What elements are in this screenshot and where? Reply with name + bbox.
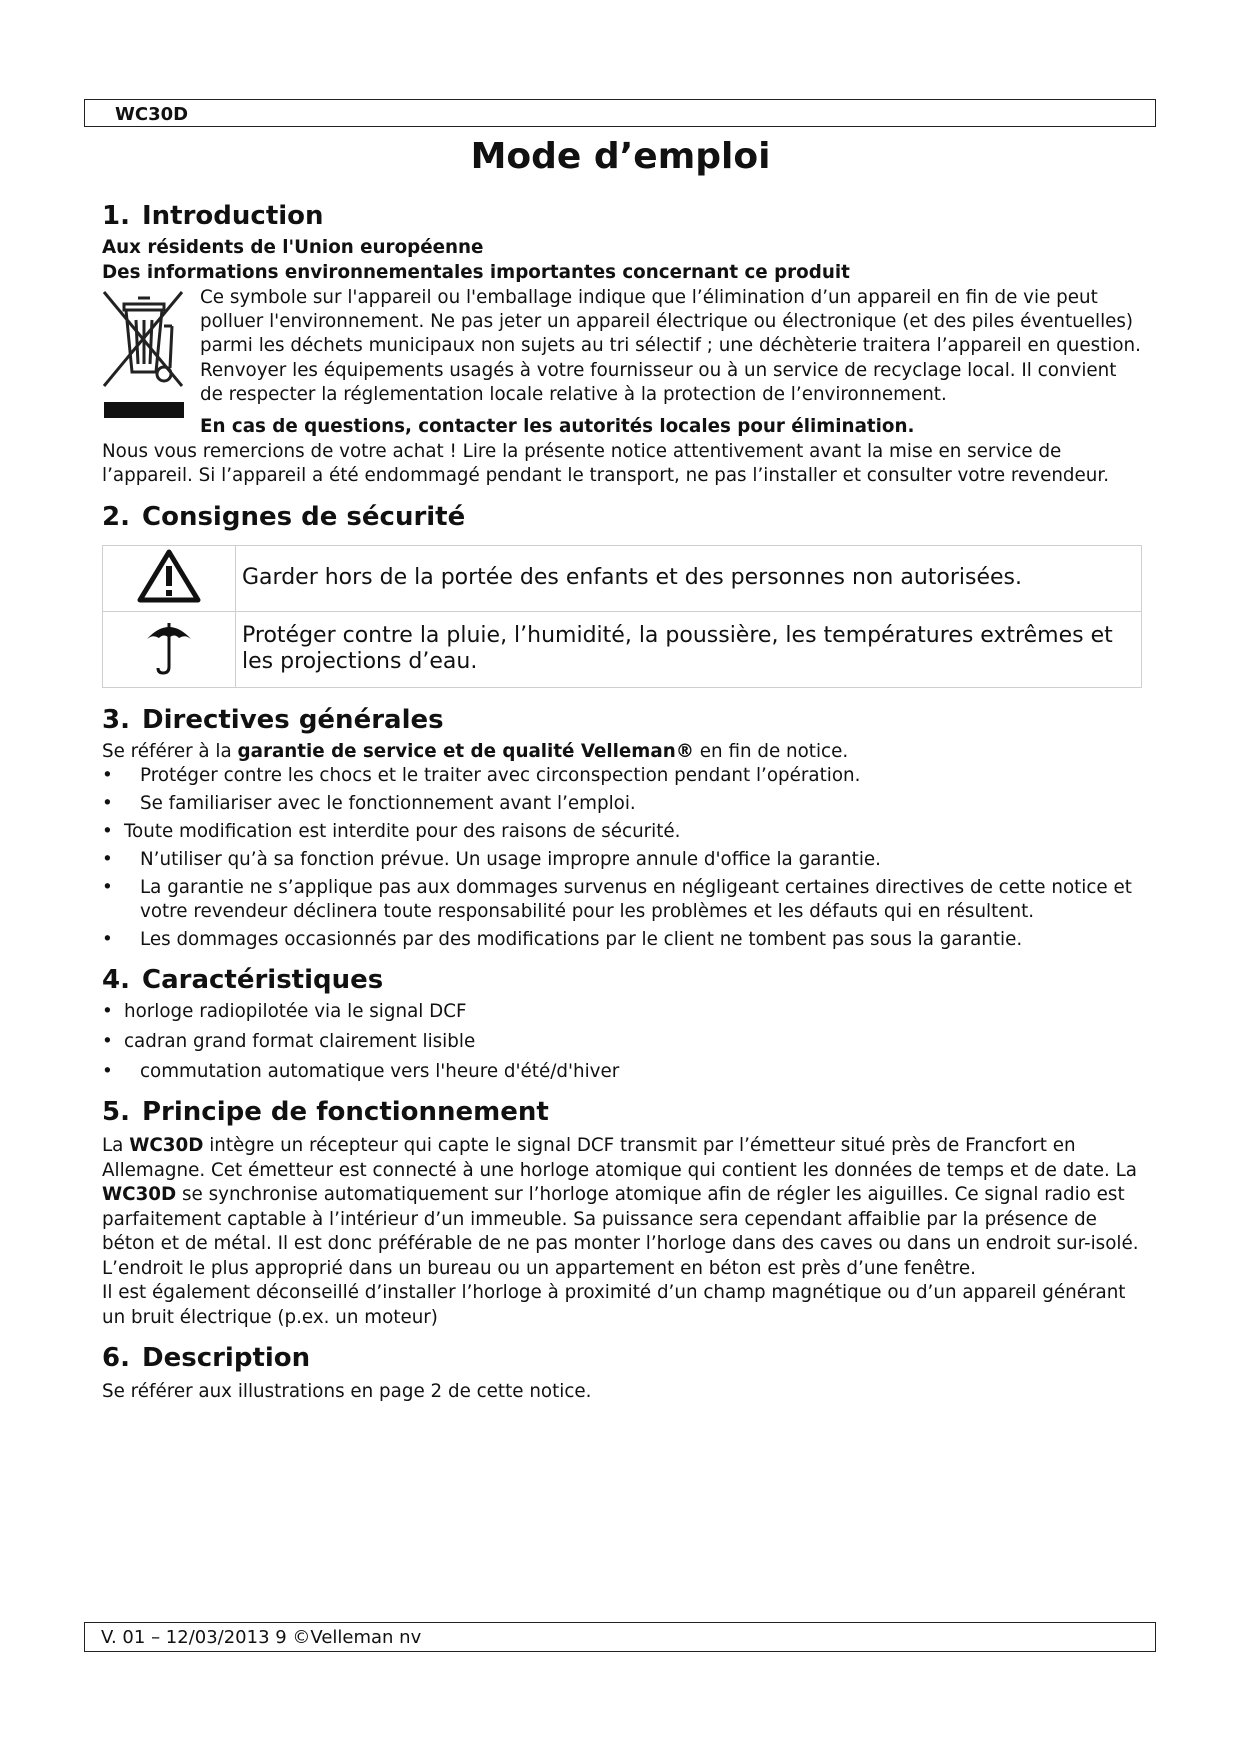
model-label: WC30D bbox=[115, 104, 189, 125]
list-item: • Toute modification est interdite pour des raisons de sécurité. bbox=[102, 821, 681, 842]
footer-version: V. 01 – 12/03/2013 9 ©Velleman nv bbox=[101, 1627, 422, 1648]
features-list bbox=[102, 1000, 1142, 1084]
principle-paragraph-2: Il est également déconseillé d’installer l’horloge à proximité d’un champ magnétique ou d’un appareil générant un bruit électrique (p.ex. un moteur) bbox=[102, 1282, 1126, 1328]
umbrella-icon bbox=[103, 611, 236, 687]
weee-text: Ce symbole sur l'appareil ou l'emballage indique que l’élimination d’un appareil en fin de vie peut polluer l'environnement. Ne pas jeter un appareil électrique ou électronique (et des piles éventuelles) parmi les déchets municipaux non sujets au tri sélectif ; une déchèterie traitera l’appareil en question. Renvoyer les équipements usagés à votre fournisseur ou à un service de recyclage local. Il convient de respecter la réglementation locale relative à la protection de l’environnement. bbox=[200, 287, 1141, 405]
list-item: • Les dommages occasionnés par des modifications par le client ne tombent pas sous la garantie. bbox=[102, 929, 1023, 950]
intro-contact: En cas de questions, contacter les autorités locales pour élimination. bbox=[200, 416, 915, 437]
safety-table bbox=[102, 545, 1142, 688]
weee-crossed-bin-icon bbox=[102, 288, 186, 418]
general-lead: Se référer à la garantie de service et de qualité Velleman® en fin de notice. bbox=[102, 740, 849, 762]
warning-triangle-icon bbox=[103, 545, 236, 611]
section-heading-general: 3. Directives générales bbox=[102, 704, 444, 735]
safety-text: Garder hors de la portée des enfants et des personnes non autorisées. bbox=[236, 545, 1142, 611]
list-item: • horloge radiopilotée via le signal DCF bbox=[102, 1001, 467, 1022]
safety-text: Protéger contre la pluie, l’humidité, la poussière, les températures extrêmes et les projections d’eau. bbox=[236, 611, 1142, 687]
safety-row bbox=[103, 611, 1142, 687]
section-heading-safety: 2. Consignes de sécurité bbox=[102, 501, 466, 532]
list-item: • cadran grand format clairement lisible bbox=[102, 1031, 476, 1052]
page-title: Mode d’emploi bbox=[470, 136, 771, 177]
content bbox=[102, 198, 1142, 1405]
intro-subheading-eu: Aux résidents de l'Union européenne bbox=[102, 237, 484, 258]
safety-row bbox=[103, 545, 1142, 611]
header-box bbox=[84, 99, 1156, 127]
footer-box bbox=[84, 1622, 1156, 1652]
description-text: Se référer aux illustrations en page 2 de cette notice. bbox=[102, 1381, 592, 1402]
list-item: • Se familiariser avec le fonctionnement avant l’emploi. bbox=[102, 793, 636, 814]
list-item: • Protéger contre les chocs et le traiter avec circonspection pendant l’opération. bbox=[102, 765, 861, 786]
intro-subheading-env: Des informations environnementales importantes concernant ce produit bbox=[102, 261, 850, 283]
list-item: • commutation automatique vers l'heure d'été/d'hiver bbox=[102, 1061, 620, 1082]
list-item: • La garantie ne s’applique pas aux dommages survenus en négligeant certaines directives de cette notice et votre revendeur déclinera toute responsabilité pour les problèmes et les défauts qui en résultent. bbox=[102, 877, 1132, 922]
section-heading-principle: 5. Principe de fonctionnement bbox=[102, 1097, 549, 1127]
list-item: • N’utiliser qu’à sa fonction prévue. Un usage impropre annule d'office la garantie. bbox=[102, 849, 881, 870]
intro-thanks: Nous vous remercions de votre achat ! Lire la présente notice attentivement avant la mise en service de l’appareil. Si l’appareil a été endommagé pendant le transport, ne pas l’installer et consulter votre revendeur. bbox=[102, 440, 1110, 486]
general-list bbox=[102, 764, 1142, 952]
section-heading-description: 6. Description bbox=[102, 1343, 311, 1373]
principle-paragraph: La WC30D intègre un récepteur qui capte le signal DCF transmit par l’émetteur situé près de Francfort en Allemagne. Cet émetteur est connecté à une horloge atomique qui contient les données de temps et de date. La WC30D se synchronise automatiquement sur l’horloge atomique afin de régler les aiguilles. Ce signal radio est parfaitement captable à l’intérieur d’un immeuble. Sa puissance sera cependant affaiblie par la présence de béton et de métal. Il est donc préférable de ne pas monter l’horloge dans des caves ou dans un endroit sur-isolé. L’endroit le plus approprié dans un bureau ou un appartement en béton est près d’une fenêtre. bbox=[102, 1135, 1139, 1279]
section-heading-introduction: 1. Introduction bbox=[102, 201, 324, 231]
section-heading-features: 4. Caractéristiques bbox=[102, 965, 384, 995]
